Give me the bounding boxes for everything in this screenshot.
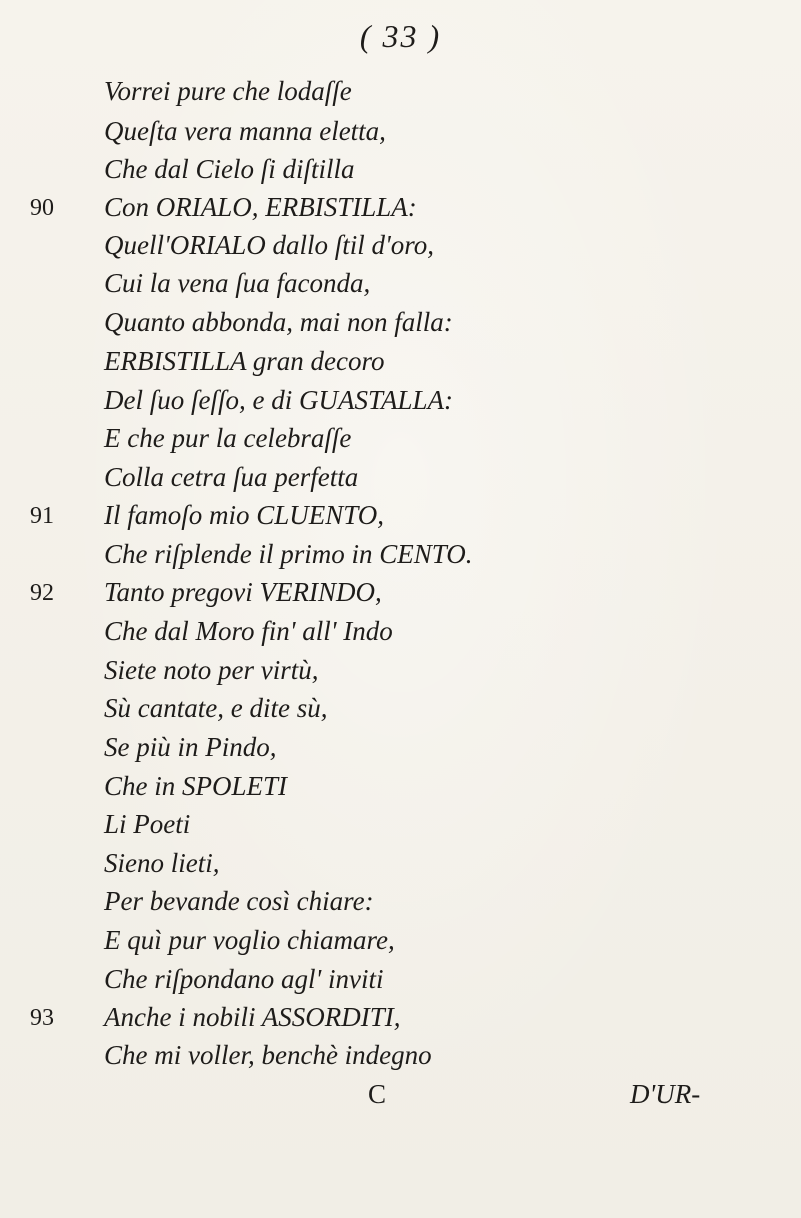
verse-line: Il famoſo mio CLUENTO, [104, 500, 385, 530]
verse-line: E che pur la celebraſſe [104, 423, 352, 453]
verse-line: Che dal Cielo ſi diſtilla [104, 154, 355, 184]
verse-line: Del ſuo ſeſſo, e di GUASTALLA: [104, 385, 453, 415]
verse-line: Li Poeti [104, 809, 191, 839]
catchword: D'UR- [630, 1079, 701, 1109]
verse-line: Anche i nobili ASSORDITI, [104, 1002, 401, 1032]
verse-line: Sù cantate, e dite sù, [104, 693, 328, 723]
verse-line: Che mi voller, benchè indegno [104, 1040, 432, 1070]
verse-line: Quell'ORIALO dallo ſtil d'oro, [104, 230, 435, 260]
signature-mark: C [368, 1079, 387, 1109]
verse-line: Colla cetra ſua perfetta [104, 462, 359, 492]
page-number: ( 33 ) [359, 18, 442, 54]
verse-line: Sieno lieti, [104, 848, 220, 878]
verse-line: Che riſpondano agl' inviti [104, 964, 384, 994]
verse-line: Che riſplende il primo in CENTO. [104, 539, 473, 569]
stanza-number: 92 [30, 580, 54, 606]
verse-line: Siete noto per virtù, [104, 655, 319, 685]
verse-line: ERBISTILLA gran decoro [104, 346, 385, 376]
verse-line: Vorrei pure che lodaſſe [104, 76, 352, 106]
stanza-number: 93 [30, 1005, 54, 1031]
verse-line: Quanto abbonda, mai non falla: [104, 307, 453, 337]
verse-line: Cui la vena ſua faconda, [104, 268, 371, 298]
verse-line: Che dal Moro fin' all' Indo [104, 616, 393, 646]
verse-line: Che in SPOLETI [104, 771, 288, 801]
verse-line: Per bevande così chiare: [104, 886, 374, 916]
verse-line: Queſta vera manna eletta, [104, 116, 386, 146]
stanza-number: 91 [30, 503, 54, 529]
verse-line: Con ORIALO, ERBISTILLA: [104, 192, 417, 222]
verse-line: Tanto pregovi VERINDO, [104, 577, 382, 607]
stanza-number: 90 [30, 195, 54, 221]
verse-line: Se più in Pindo, [104, 732, 277, 762]
verse-line: E quì pur voglio chiamare, [104, 925, 395, 955]
